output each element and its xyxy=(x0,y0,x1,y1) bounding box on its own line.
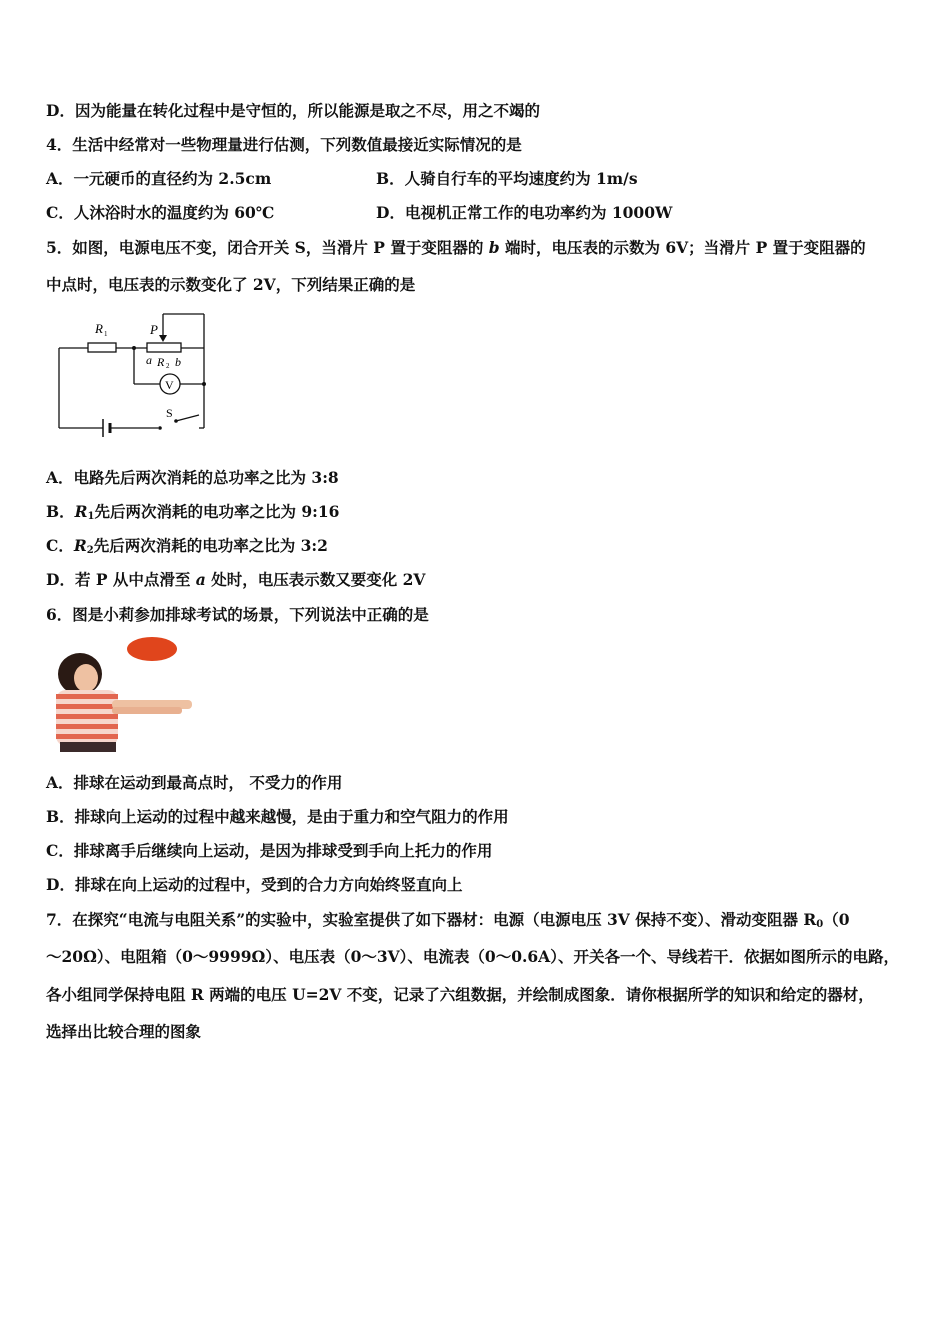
q6-stem: 6．图是小莉参加排球考试的场景，下列说法中正确的是 xyxy=(46,605,429,624)
p-label: P xyxy=(150,322,158,337)
q4-options-row2 xyxy=(46,201,914,225)
r2-label: R xyxy=(157,355,165,369)
r1-label: R xyxy=(95,321,103,336)
svg-text:2: 2 xyxy=(166,362,170,370)
q4-stem: 4．生活中经常对一些物理量进行估测，下列数值最接近实际情况的是 xyxy=(46,135,522,154)
volleyball-photo xyxy=(50,632,200,752)
volleyball xyxy=(127,637,177,661)
q5-option-b: B．$R_1$先后两次消耗的电功率之比为 9:16 xyxy=(46,502,340,522)
q4-option-d: D．电视机正常工作的电功率约为 1000W xyxy=(376,203,673,222)
q3-option-d: D．因为能量在转化过程中是守恒的，所以能源是取之不尽，用之不竭的 xyxy=(46,101,540,120)
q5-option-a: A．电路先后两次消耗的总功率之比为 3:8 xyxy=(46,468,339,487)
q7-line3: 各小组同学保持电阻 R 两端的电压 U=2V 不变，记录了六组数据，并绘制成图象．请你根据所学的知识和给定的器材， xyxy=(46,985,874,1004)
svg-text:1: 1 xyxy=(104,330,108,338)
q6-option-d: D．排球在向上运动的过程中，受到的合力方向始终竖直向上 xyxy=(46,875,463,894)
q6-option-b: B．排球向上运动的过程中越来越慢，是由于重力和空气阻力的作用 xyxy=(46,807,509,826)
q4-option-a: A．一元硬币的直径约为 2.5cm xyxy=(46,169,272,188)
q5-option-d: D．若 P 从中点滑至 a 处时，电压表示数又要变化 2V xyxy=(46,570,426,589)
r2-rheostat xyxy=(147,343,181,352)
q6-option-c: C．排球离手后继续向上运动，是因为排球受到手向上托力的作用 xyxy=(46,841,493,860)
q5-stem-line2: 中点时，电压表的示数变化了 2V，下列结果正确的是 xyxy=(46,275,416,294)
v-label: V xyxy=(165,378,174,392)
q6-option-a: A．排球在运动到最高点时， 不受力的作用 xyxy=(46,773,343,792)
a-label: a xyxy=(146,353,152,367)
q7-line4: 选择出比较合理的图象 xyxy=(46,1022,202,1041)
r1-resistor xyxy=(88,343,116,352)
q4-options-row1 xyxy=(46,167,914,191)
s-label: S xyxy=(166,406,173,420)
q4-option-c: C．人沐浴时水的温度约为 60℃ xyxy=(46,203,275,222)
q7-line1: 7．在探究“电流与电阻关系”的实验中，实验室提供了如下器材：电源（电源电压 3V 保持不变）、滑动变阻器 $R_0(0$ xyxy=(46,910,850,930)
q5-stem-line1: 5．如图，电源电压不变，闭合开关 S，当滑片 P 置于变阻器的 b 端时，电压表的示数为 6V；当滑片 P 置于变阻器的 xyxy=(46,238,866,257)
circuit-diagram xyxy=(50,308,220,443)
q5-option-c: C．$R_2$先后两次消耗的电功率之比为 3:2 xyxy=(46,536,328,556)
q7-line2: ～20Ω）、电阻箱（0～9999Ω）、电压表（0～3V）、电流表（0～0.6A）、开关各一个、导线若干．依据如图所示的电路， xyxy=(46,947,899,966)
b-label: b xyxy=(175,355,181,369)
q4-option-b: B．人骑自行车的平均速度约为 1m/s xyxy=(376,169,638,188)
